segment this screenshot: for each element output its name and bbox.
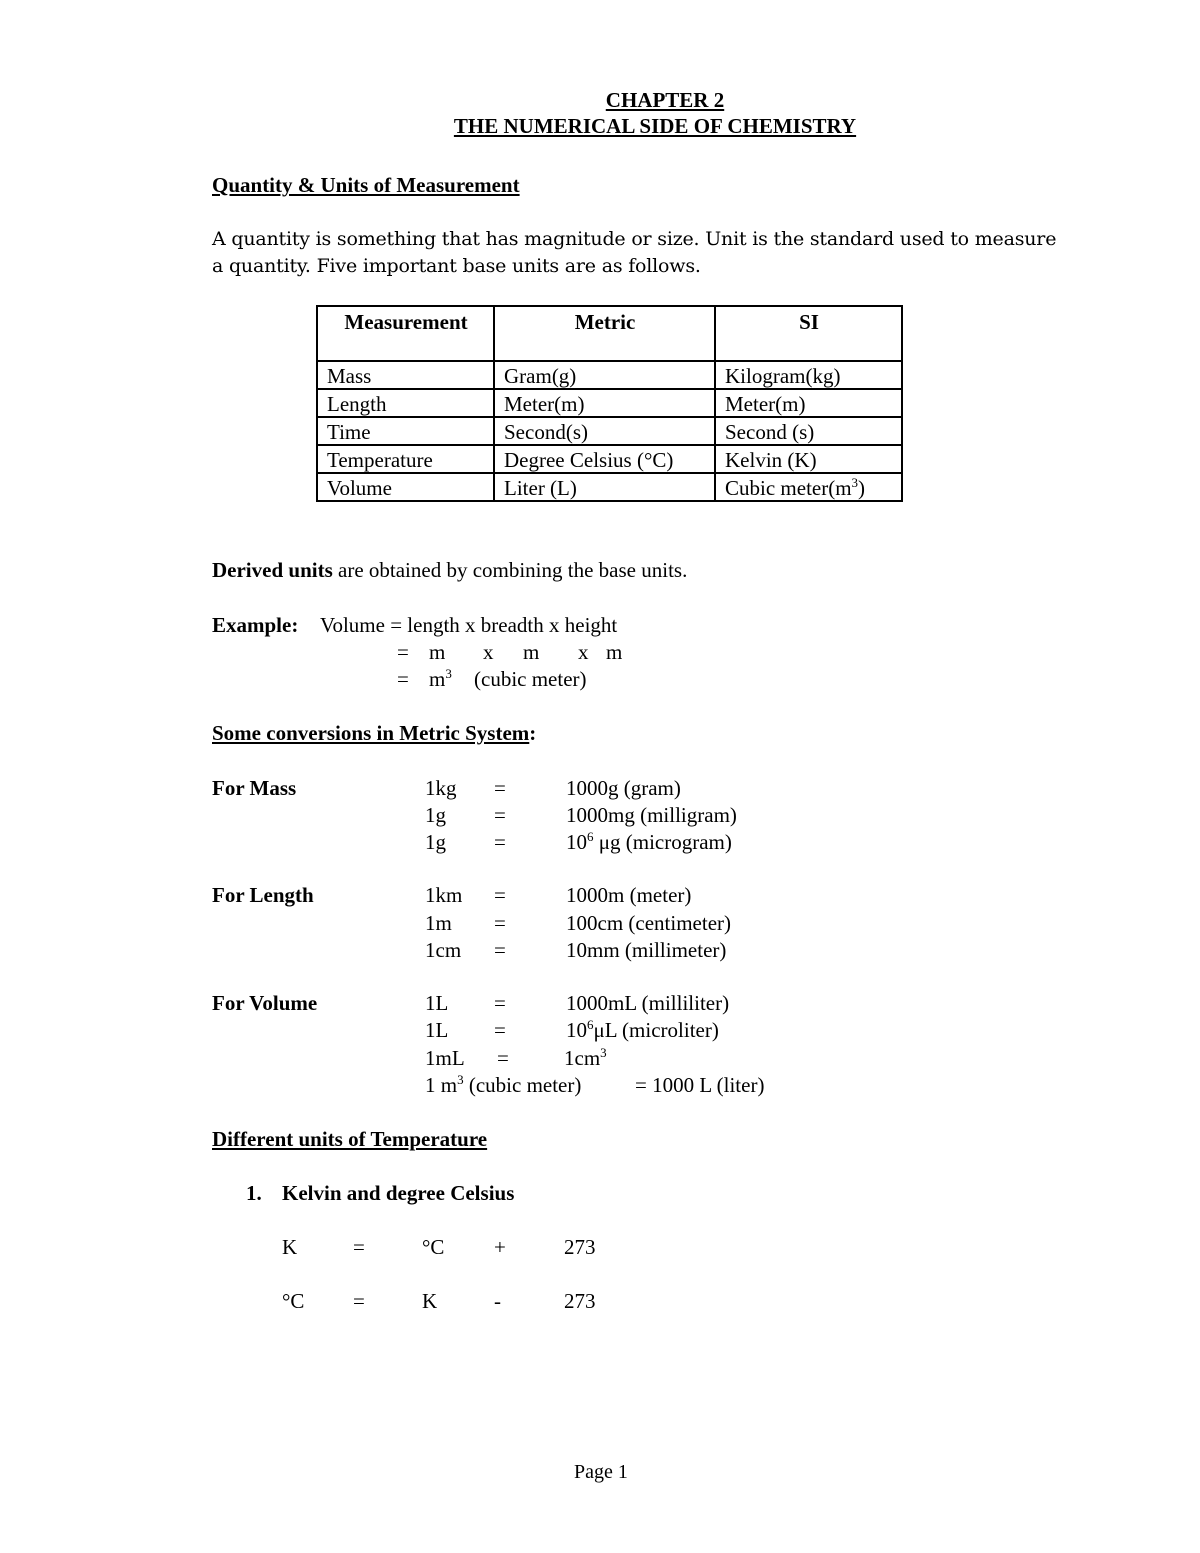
conv-rhs (566, 1017, 719, 1042)
example-line-1: Volume = length x breadth x height (320, 613, 618, 637)
conv-rhs: 1000g (gram) (566, 776, 681, 800)
conv-lhs: 1m (425, 911, 452, 935)
section-heading-quantity-units: Quantity & Units of Measurement (212, 173, 520, 197)
example-line-3-m-cubed (429, 666, 452, 691)
example-line-2-equals: = (397, 640, 409, 664)
conv-rhs (566, 829, 732, 854)
table-cell: Length (317, 389, 494, 417)
rhs-post: μL (microliter) (593, 1018, 719, 1042)
conv-lhs: 1kg (425, 776, 457, 800)
table-header-metric: Metric (494, 306, 715, 361)
superscript: 6 (587, 1017, 594, 1032)
conv-eq: = (494, 776, 506, 800)
cubic-meter-lhs (425, 1072, 582, 1097)
conv-eq: = (494, 1018, 506, 1042)
conv-lhs: 1cm (425, 938, 462, 962)
conv-rhs: 100cm (centimeter) (566, 911, 732, 935)
lhs-pre: 1 m (425, 1073, 458, 1097)
derived-units-term: Derived units (212, 558, 333, 582)
superscript: 3 (445, 666, 452, 681)
paragraph-line-1: A quantity is something that has magnitude or size. Unit is the standard used to measure (212, 228, 1057, 250)
conv-eq: = (497, 1046, 509, 1070)
eq2-equals: = (353, 1289, 365, 1313)
conv-lhs: 1L (425, 991, 449, 1015)
cubic-meter-rhs: = 1000 L (liter) (635, 1073, 765, 1097)
superscript: 3 (851, 474, 859, 490)
table-row (317, 445, 902, 473)
table-cell-cubic-meter (715, 473, 902, 501)
eq2-term1: °C (282, 1289, 305, 1313)
conv-rhs: 10mm (millimeter) (566, 938, 727, 962)
table-cell: Liter (L) (494, 473, 715, 501)
example-line-2-x1: x (483, 640, 494, 664)
table-header-row (317, 306, 902, 361)
page-number: Page 1 (574, 1461, 628, 1483)
eq2-term2: K (422, 1289, 438, 1313)
table-cell: Volume (317, 473, 494, 501)
eq1-term2: °C (422, 1235, 445, 1259)
section-heading-temperature: Different units of Temperature (212, 1127, 488, 1151)
derived-units-sentence (212, 560, 687, 581)
example-line-2-m1: m (429, 640, 446, 664)
chapter-number: CHAPTER 2 (605, 88, 725, 112)
superscript: 3 (600, 1045, 607, 1060)
example-line-2-m3: m (606, 640, 623, 664)
example-line-3-text: (cubic meter) (474, 667, 587, 691)
base-units-table (316, 305, 903, 502)
mass-label: For Mass (212, 776, 297, 800)
cell-text: Cubic meter(m (725, 475, 852, 500)
table-cell: Meter(m) (494, 389, 715, 417)
conv-rhs (564, 1045, 607, 1070)
table-cell: Kilogram(kg) (715, 361, 902, 389)
superscript: 6 (587, 829, 594, 844)
rhs-pre: 10 (566, 1018, 587, 1042)
conv-lhs: 1g (425, 803, 446, 827)
table-cell: Temperature (317, 445, 494, 473)
table-cell: Time (317, 417, 494, 445)
conv-lhs: 1g (425, 830, 446, 854)
lhs-post: (cubic meter) (463, 1073, 582, 1097)
conv-eq: = (494, 938, 506, 962)
eq1-op: + (494, 1235, 506, 1259)
table-header-measurement: Measurement (317, 306, 494, 361)
conv-rhs: 1000m (meter) (566, 883, 692, 907)
conv-eq: = (494, 991, 506, 1015)
derived-units-rest: are obtained by combining the base units. (332, 558, 688, 582)
table-cell: Kelvin (K) (715, 445, 902, 473)
table-cell: Gram(g) (494, 361, 715, 389)
eq1-term3: 273 (564, 1235, 596, 1259)
example-label: Example: (212, 613, 299, 637)
eq1-equals: = (353, 1235, 365, 1259)
eq1-term1: K (282, 1235, 298, 1259)
table-row (317, 473, 902, 501)
rhs-pre: 10 (566, 830, 587, 854)
conv-eq: = (494, 803, 506, 827)
chapter-title: THE NUMERICAL SIDE OF CHEMISTRY (453, 114, 857, 138)
conv-lhs: 1L (425, 1018, 449, 1042)
rhs-post: μg (microgram) (593, 830, 732, 854)
table-cell: Meter(m) (715, 389, 902, 417)
table-row (317, 361, 902, 389)
example-line-2-m2: m (523, 640, 540, 664)
conv-eq: = (494, 911, 506, 935)
list-item-title: Kelvin and degree Celsius (282, 1181, 515, 1205)
conversions-heading-colon: : (529, 721, 537, 745)
m-text: m (429, 667, 446, 691)
list-item-number: 1. (246, 1181, 262, 1205)
conv-eq: = (494, 883, 506, 907)
conv-rhs: 1000mL (milliliter) (566, 991, 730, 1015)
section-heading-conversions (212, 723, 536, 744)
table-row (317, 389, 902, 417)
table-cell: Mass (317, 361, 494, 389)
superscript: 3 (457, 1072, 464, 1087)
conv-eq: = (494, 830, 506, 854)
table-cell: Second(s) (494, 417, 715, 445)
table-row (317, 417, 902, 445)
conv-lhs: 1mL (425, 1046, 465, 1070)
length-label: For Length (212, 883, 314, 907)
conversions-heading-text: Some conversions in Metric System (212, 721, 530, 745)
example-line-2-x2: x (578, 640, 589, 664)
cell-text-end: ) (858, 475, 866, 500)
example-line-3-equals: = (397, 667, 409, 691)
table-cell: Second (s) (715, 417, 902, 445)
eq2-op: - (494, 1289, 501, 1313)
paragraph-line-2: a quantity. Five important base units are as follows. (212, 255, 701, 277)
table-cell: Degree Celsius (°C) (494, 445, 715, 473)
conv-lhs: 1km (425, 883, 463, 907)
volume-label: For Volume (212, 991, 318, 1015)
eq2-term3: 273 (564, 1289, 596, 1313)
rhs-pre: 1cm (564, 1046, 601, 1070)
table-header-si: SI (715, 306, 902, 361)
conv-rhs: 1000mg (milligram) (566, 803, 737, 827)
